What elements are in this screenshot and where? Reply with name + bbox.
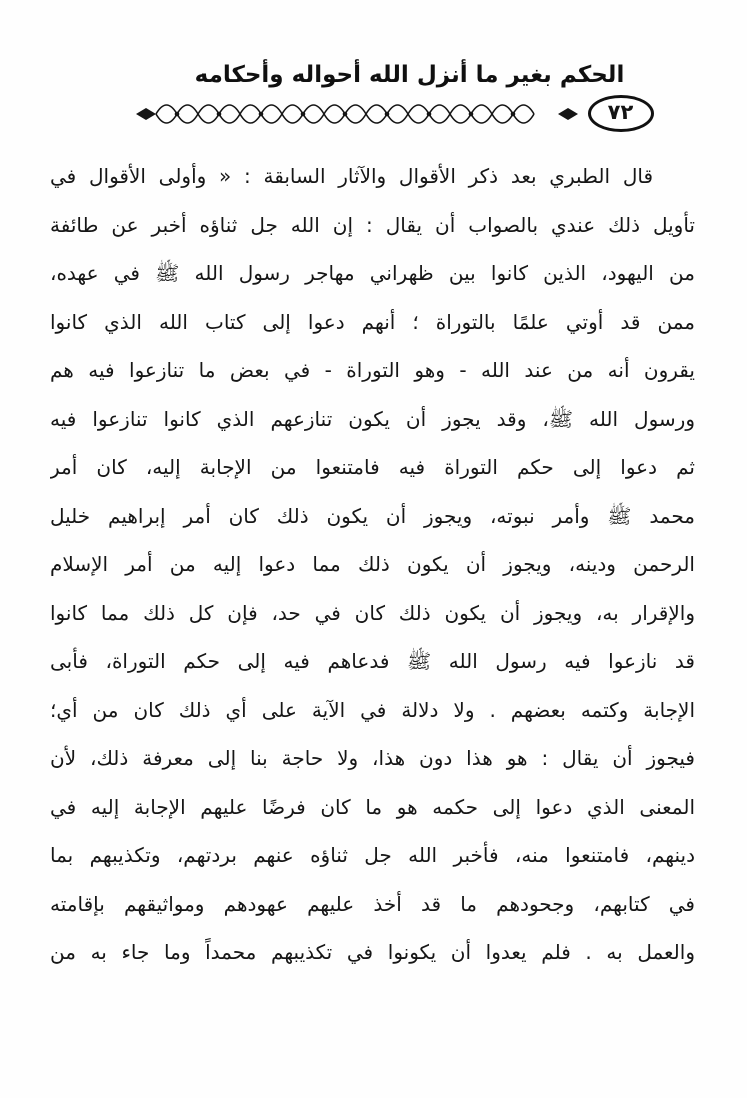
page-number: ٧٢ (607, 100, 634, 124)
text-line: فيجوز أن يقال : هو هذا دون هذا، ولا حاجة بنا إلى معرفة ذلك، لأن (50, 746, 695, 770)
page-header (0, 0, 747, 132)
text-line: الرحمن ودينه، ويجوز أن يكون ذلك مما دعوا إليه من أمر الإسلام (50, 552, 695, 576)
text-line: من اليهود، الذين كانوا بين ظهراني مهاجر رسول الله ﷺ في عهده، (50, 261, 695, 285)
divider-end-diamond (136, 108, 156, 120)
body-text (0, 132, 747, 977)
text-line: الإجابة وكتمه بعضهم . ولا دلالة في الآية على أي ذلك كان من أي؛ (50, 697, 695, 722)
text-line: قال الطبري بعد ذكر الأقوال والآثار السابقة : « وأولى الأقوال في (50, 164, 653, 188)
ornament-row (20, 95, 747, 132)
arabesque-divider-icon (134, 100, 580, 128)
text-line: المعنى الذي دعوا إلى حكمه هو ما كان فرضًا عليهم الإجابة إليه في (50, 794, 695, 819)
text-line: تأويل ذلك عندي بالصواب أن يقال : إن الله جل ثناؤه أخبر عن طائفة (50, 212, 695, 237)
text-line: ورسول الله ﷺ، وقد يجوز أن يكون تنازعهم الذي كانوا تنازعوا فيه (50, 406, 695, 431)
text-line: محمد ﷺ وأمر نبوته، ويجوز أن يكون ذلك كان أمر إبراهيم خليل (50, 503, 695, 528)
chapter-title: الحكم بغير ما أنزل الله أحواله وأحكامه (194, 62, 625, 88)
text-line: في كتابهم، وجحودهم ما قد أخذ عليهم عهودهم ومواثيقهم بإقامته (50, 891, 695, 916)
text-line: والعمل به . فلم يعدوا أن يكونوا في تكذيبهم محمداً وما جاء به من (50, 940, 695, 964)
divider-end-diamond (558, 108, 578, 120)
text-line: ثم دعوا إلى حكم التوراة فيه فامتنعوا من الإجابة إليه، كان أمر (50, 455, 695, 479)
text-line: والإقرار به، ويجوز أن يكون ذلك كان في حد، فإن كل ذلك مما كانوا (50, 600, 695, 625)
text-line: دينهم، فامتنعوا منه، فأخبر الله جل ثناؤه عنهم بردتهم، وتكذيبهم بما (50, 843, 695, 867)
text-line: يقرون أنه من عند الله - وهو التوراة - في بعض ما تنازعوا فيه هم (50, 358, 695, 382)
page-number-badge (588, 95, 654, 132)
text-line: قد نازعوا فيه رسول الله ﷺ فدعاهم فيه إلى حكم التوراة، فأبى (50, 649, 695, 673)
text-line: ممن قد أوتي علمًا بالتوراة ؛ أنهم دعوا إلى كتاب الله الذي كانوا (50, 309, 695, 334)
